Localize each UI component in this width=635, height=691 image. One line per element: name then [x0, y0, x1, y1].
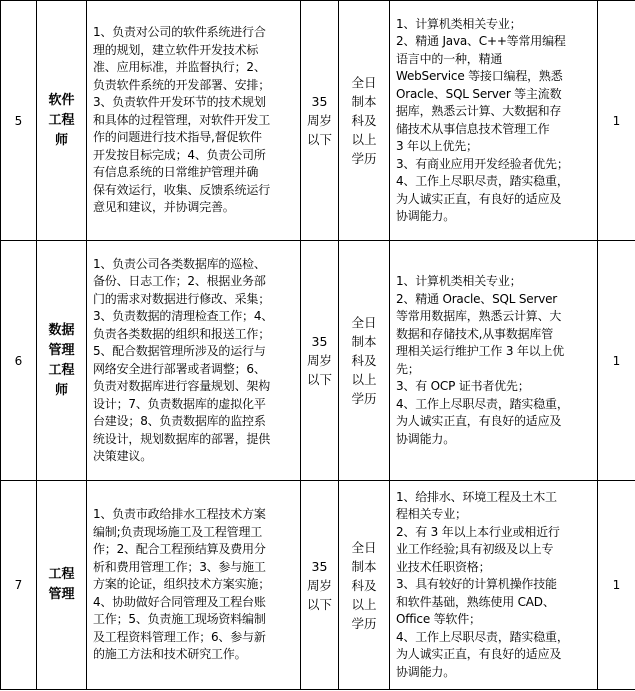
position-title [43, 565, 80, 605]
education-requirement-cell [339, 241, 390, 481]
text-line: 备份、日志工作；2、根据业务部 [93, 274, 266, 288]
text-line: 网络安全进行部署或者调整；6、 [93, 361, 266, 376]
text-line: 意见和建议，并协调完善。 [93, 200, 235, 215]
text-line: 2、有 3 年以上本行业或相近行 [396, 524, 560, 539]
text-line: 3 年以上优先； [396, 139, 478, 153]
position-title-cell [37, 481, 87, 690]
text-line: 设计；7、负责数据库的虚拟化平 [93, 396, 266, 411]
text-line: 1、计算机类相关专业； [396, 274, 522, 288]
text-line: 4、工作上尽职尽责，踏实稳重， [396, 396, 569, 411]
text-line: 台建设；8、负责数据库的监控系 [93, 414, 266, 428]
text-line: 制本 [351, 558, 377, 574]
text-line: 软件 [48, 92, 75, 108]
table-row [1, 481, 635, 690]
job-duties-cell [87, 241, 301, 481]
job-duties-cell [87, 481, 301, 690]
text-line: 有信息系统的日常维护管理并确 [93, 165, 259, 180]
text-line: 周岁 [306, 353, 332, 368]
headcount: 1 [612, 113, 621, 128]
row-number: 7 [14, 578, 23, 592]
headcount-cell [598, 1, 635, 241]
text-line: 协调能力。 [396, 209, 456, 223]
position-title-cell [37, 1, 87, 241]
text-line: 及工程资料管理工作；6、参与新 [93, 629, 266, 644]
text-line: 35 [311, 558, 328, 574]
text-line: 全日 [351, 539, 377, 555]
text-line: 学历 [351, 615, 377, 631]
job-duties-cell [87, 1, 301, 241]
text-line: 等常用数据库，熟悉云计算、大 [396, 309, 562, 323]
table-row [1, 241, 635, 481]
text-line: 全日 [351, 75, 377, 90]
text-line: 35 [311, 334, 328, 349]
text-line: 制本 [351, 94, 377, 109]
table-row [1, 1, 635, 241]
education-requirement [339, 313, 389, 408]
text-line: 以上 [351, 372, 377, 387]
text-line: 数据 [48, 322, 75, 338]
text-line: 科及 [351, 577, 377, 593]
text-line: 统设计，规划数据库的部署，提供 [93, 431, 271, 446]
text-line: 协调能力。 [396, 664, 456, 679]
text-line: 保有效运行，收集、反馈系统运行 [93, 182, 271, 197]
age-requirement-cell [301, 481, 339, 690]
text-line: WebService 等接口编程，熟悉 [396, 69, 563, 83]
row-number: 6 [14, 353, 23, 368]
text-line: 为人诚实正直，有良好的适应及 [396, 191, 562, 206]
text-line: 4、工作上尽职尽责，踏实稳重， [396, 629, 569, 644]
text-line: 1、负责公司各类数据库的巡检、 [93, 256, 266, 271]
text-line: 据库，熟悉云计算、大数据和存 [396, 104, 562, 118]
text-line: 全日 [351, 315, 377, 330]
position-title-cell [37, 241, 87, 481]
row-number: 5 [14, 113, 23, 128]
text-line: 负责各类数据的组织和报送工作； [93, 326, 271, 341]
text-line: 3、负责软件开发环节的技术规划 [93, 95, 266, 110]
education-requirement [339, 73, 389, 168]
text-line: 准、应用标准，并监督执行；2、 [93, 60, 266, 75]
qualifications [396, 489, 591, 682]
text-line: 门的需求对数据进行修改、采集； [93, 291, 271, 306]
age-requirement-cell [301, 241, 339, 481]
text-line: 3、有商业应用开发经验者优先； [396, 156, 569, 171]
text-line: 负责对数据库进行容量规划、架构 [93, 379, 271, 393]
text-line: 1、负责市政给排水工程技术方案 [93, 507, 266, 522]
education-requirement [339, 538, 389, 633]
job-duties [93, 256, 295, 466]
job-duties [93, 24, 295, 217]
position-title [43, 91, 80, 151]
text-line: 4、协助做好合同管理及工程台账 [93, 594, 266, 609]
text-line: 负责软件系统的开发部署、安排； [93, 77, 271, 92]
text-line: 业技术任职资格； [396, 559, 491, 574]
text-line: 1、给排水、环境工程及土木工 [396, 489, 557, 504]
age-requirement [301, 557, 338, 614]
job-duties [93, 506, 295, 664]
text-line: 1、计算机类相关专业； [396, 16, 522, 31]
text-line: 以下 [306, 596, 332, 612]
text-line: 决策建议。 [93, 449, 153, 463]
text-line: 程相关专业； [396, 507, 467, 522]
age-requirement-cell [301, 1, 339, 241]
qualifications-cell [390, 1, 598, 241]
text-line: 工程 [48, 362, 75, 378]
text-line: 语言中的一种，精通 [396, 51, 503, 66]
headcount: 1 [612, 353, 621, 368]
row-number-cell [1, 241, 37, 481]
qualifications [396, 16, 591, 226]
age-requirement [301, 332, 338, 389]
text-line: 科及 [351, 353, 377, 368]
text-line: 工程 [48, 112, 75, 128]
text-line: 3、具有较好的计算机操作技能 [396, 577, 557, 592]
text-line: 2、精通 Java、C++等常用编程 [396, 34, 566, 48]
text-line: Oracle、SQL Server 等主流数 [396, 86, 562, 101]
text-line: 1、负责对公司的软件系统进行合 [93, 25, 266, 40]
text-line: 学历 [351, 151, 377, 166]
row-number-cell [1, 481, 37, 690]
text-line: 协调能力。 [396, 431, 456, 446]
text-line: 以下 [306, 132, 332, 147]
text-line: 为人诚实正直，有良好的适应及 [396, 414, 562, 428]
text-line: 作的问题进行技术指导,督促软件 [93, 130, 262, 145]
text-line: 和软件基础，熟练使用 CAD、 [396, 594, 555, 609]
text-line: 理相关运行维护工作 3 年以上优 [396, 344, 565, 358]
headcount-cell [598, 481, 635, 690]
age-requirement [301, 92, 338, 149]
text-line: 工作；5、负责施工现场资料编制 [93, 612, 266, 627]
position-title [43, 321, 80, 401]
text-line: 开发按目标完成；4、负责公司所 [93, 147, 266, 162]
text-line: 35 [311, 94, 328, 109]
text-line: 工程 [48, 567, 75, 582]
text-line: 师 [54, 382, 68, 398]
text-line: 3、负责数据的清理检查工作；4、 [93, 309, 274, 323]
text-line: 管理 [48, 587, 75, 602]
text-line: 方案的论证，组织技术方案实施； [93, 577, 271, 592]
text-line: Office 等软件； [396, 612, 481, 627]
education-requirement-cell [339, 481, 390, 690]
qualifications [396, 273, 591, 448]
text-line: 的施工方法和技术研究工作。 [93, 647, 247, 662]
text-line: 周岁 [306, 577, 332, 593]
text-line: 5、配合数据管理所涉及的运行与 [93, 344, 266, 358]
text-line: 为人诚实正直，有良好的适应及 [396, 647, 562, 662]
text-line: 3、有 OCP 证书者优先； [396, 379, 530, 393]
qualifications-cell [390, 241, 598, 481]
text-line: 编制;负责现场施工及工程管理工 [93, 524, 263, 539]
text-line: 科及 [351, 113, 377, 128]
text-line: 理的规划，建立软件开发技术标 [93, 42, 259, 57]
text-line: 学历 [351, 391, 377, 406]
text-line: 周岁 [306, 113, 332, 128]
text-line: 2、精通 Oracle、SQL Server [396, 291, 558, 306]
text-line: 以上 [351, 596, 377, 612]
text-line: 作；2、配合工程预结算及费用分 [93, 542, 266, 557]
text-line: 先； [396, 361, 420, 376]
text-line: 以上 [351, 132, 377, 147]
text-line: 和具体的过程管理，对软件开发工 [93, 112, 271, 127]
text-line: 管理 [48, 342, 75, 358]
text-line: 4、工作上尽职尽责，踏实稳重， [396, 174, 569, 188]
qualifications-cell [390, 481, 598, 690]
text-line: 师 [54, 132, 68, 148]
text-line: 数据和存储技术,从事数据库管 [396, 326, 554, 341]
text-line: 储技术从事信息技术管理工作 [396, 121, 550, 136]
text-line: 业工作经验;具有初级及以上专 [396, 542, 554, 557]
row-number-cell [1, 1, 37, 241]
text-line: 析和费用管理工作；3、参与施工 [93, 559, 266, 574]
education-requirement-cell [339, 1, 390, 241]
text-line: 以下 [306, 372, 332, 387]
headcount: 1 [612, 578, 621, 592]
headcount-cell [598, 241, 635, 481]
text-line: 制本 [351, 334, 377, 349]
